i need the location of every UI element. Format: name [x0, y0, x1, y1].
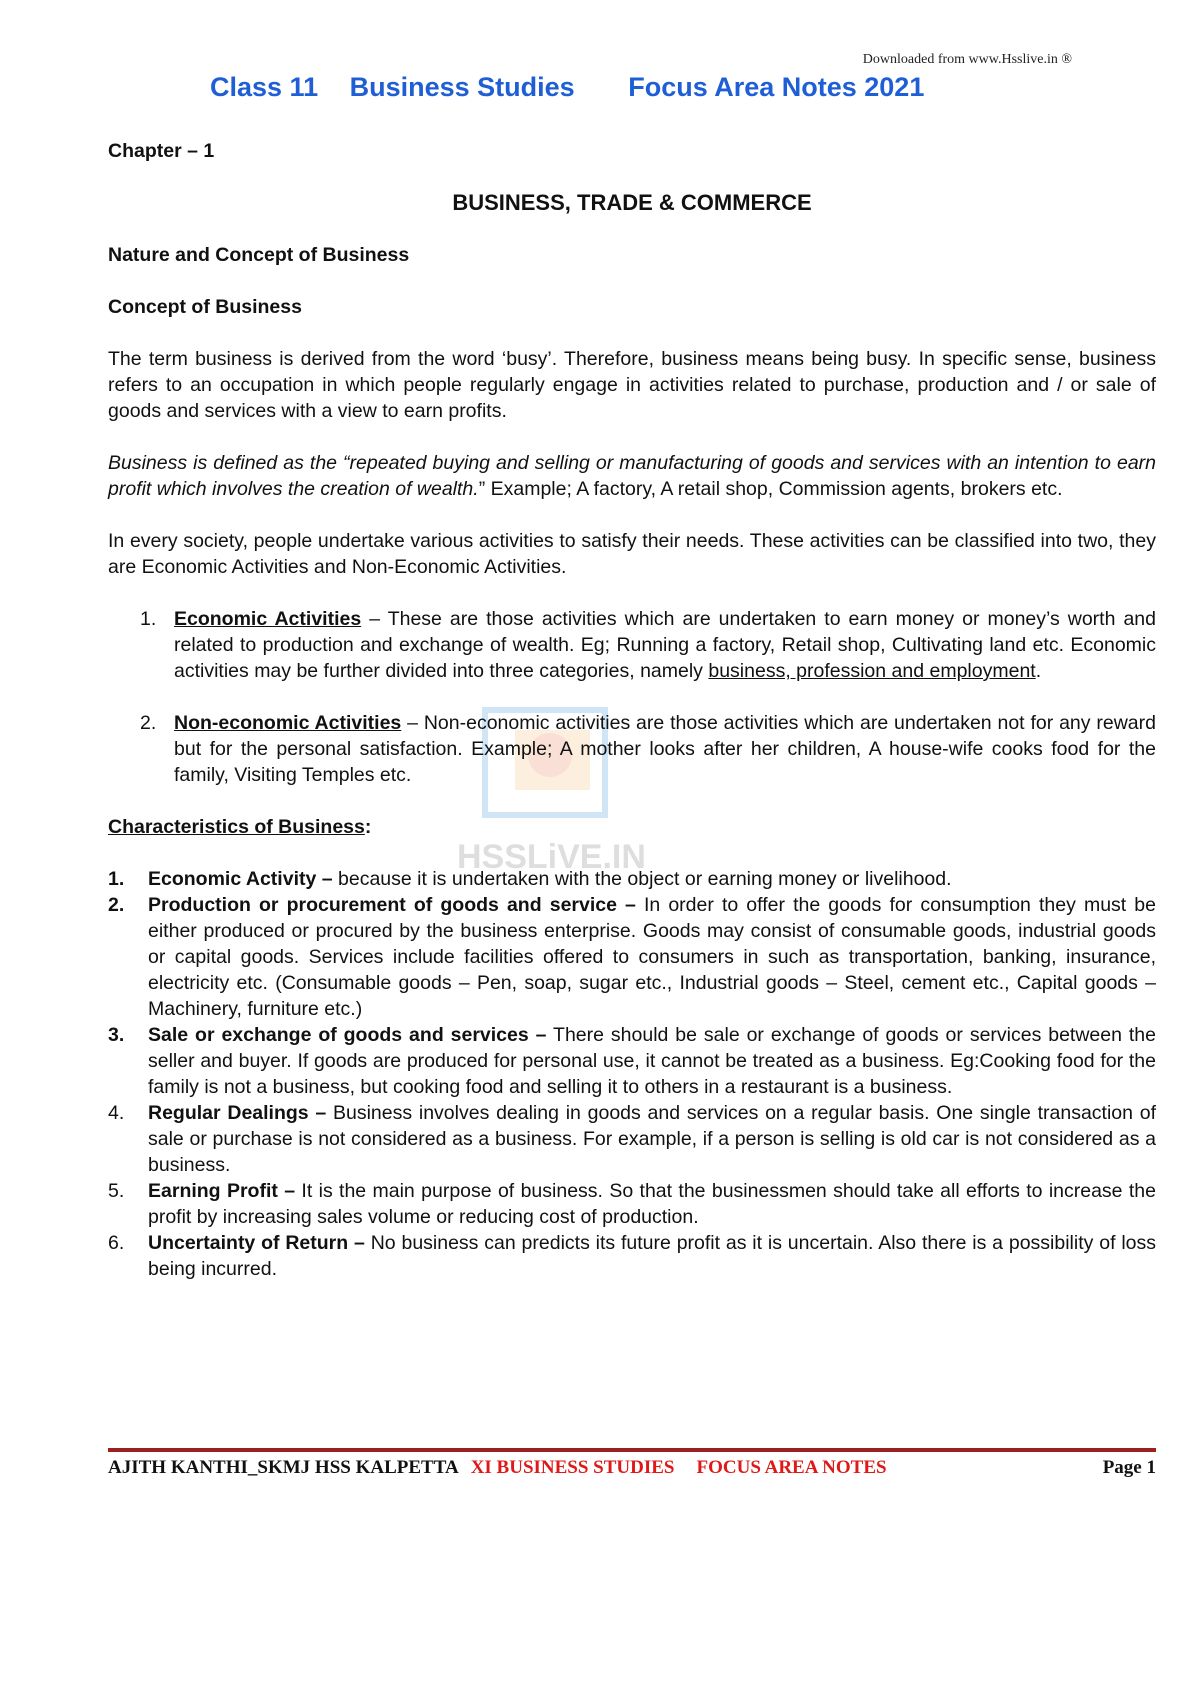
list-number-text: 3.: [108, 1024, 125, 1046]
characteristic-description: Business involves dealing in goods and services on a regular basis. One single transaction of sale or purchase is not considered as a business. For example, if a person is selling is old car is not considered as a business.: [148, 1102, 1156, 1176]
characteristic-description: In order to offer the goods for consumption they must be either produced or procured by the business enterprise. Goods may consist of consumable goods, industrial goods or capital goods. Services include facilities offered to consumers in such as transportation, banking, insurance, electricity etc. (Consumable goods – Pen, soap, sugar etc., Industrial goods – Steel, cement etc., Capital goods – Machinery, furniture etc.): [148, 894, 1156, 1020]
list-item: [108, 1178, 1156, 1230]
paragraph-activities-intro: In every society, people undertake various activities to satisfy their needs. These activities can be classified into two, they are Economic Activities and Non-Economic Activities.: [108, 530, 1156, 578]
header-class: Class 11: [210, 72, 319, 102]
list-number: [108, 892, 148, 1022]
list-number: 1.: [140, 608, 157, 630]
list-number-text: 1.: [108, 868, 125, 890]
footer-notes: FOCUS AREA NOTES: [696, 1457, 887, 1478]
list-item: [108, 606, 1156, 684]
list-item: [108, 892, 1156, 1022]
activities-list: [108, 606, 1156, 788]
activity-end: .: [1035, 660, 1042, 682]
watermark-text: HSSLiVE.IN: [457, 838, 646, 876]
characteristic-term: Uncertainty of Return –: [148, 1232, 365, 1254]
page-number: Page 1: [1102, 1457, 1156, 1478]
section-heading: Nature and Concept of Business: [108, 244, 410, 266]
list-number-text: 2.: [108, 894, 125, 916]
characteristics-heading-text: Characteristics of Business: [108, 816, 365, 838]
list-item: [108, 866, 1156, 892]
characteristic-description: because it is undertaken with the object or earning money or livelihood.: [332, 868, 952, 890]
characteristic-description: No business can predicts its future profit as it is uncertain. Also there is a possibility of loss being incurred.: [148, 1232, 1156, 1280]
characteristic-term: Production or procurement of goods and service –: [148, 894, 636, 916]
characteristics-heading-colon: :: [364, 816, 372, 838]
characteristics-list: [108, 866, 1156, 1282]
list-item: [108, 1230, 1156, 1282]
activity-description: – Non-economic activities are those activities which are undertaken not for any reward but for the personal satisfaction. Example; A mother looks after her children, A house-wife cooks food for the family, Visiting Temples etc.: [174, 712, 1156, 786]
list-number: [108, 1022, 148, 1100]
footer-divider: [108, 1448, 1156, 1452]
list-item: [108, 710, 1156, 788]
list-number: [108, 866, 148, 892]
list-text: [148, 1100, 1156, 1178]
page-footer: [108, 1457, 1156, 1479]
characteristic-description: There should be sale or exchange of goods or services between the seller and buyer. If goods are produced for personal use, it cannot be treated as a business. Eg:Cooking food for the family is not a business, but cooking food and selling it to others in a restaurant is a business.: [148, 1024, 1156, 1098]
list-text: [148, 1230, 1156, 1282]
paragraph-business-term: The term business is derived from the word ‘busy’. Therefore, business means being busy. In specific sense, business refers to an occupation in which people regularly engage in activities related to purchase, production and / or sale of goods and services with a view to earn profits.: [108, 348, 1156, 422]
activity-term: Economic Activities: [174, 608, 362, 630]
characteristic-term: Sale or exchange of goods and services –: [148, 1024, 547, 1046]
document-header: [210, 72, 924, 103]
characteristic-term: Earning Profit –: [148, 1180, 296, 1202]
list-text: [148, 866, 1156, 892]
list-text: [148, 1022, 1156, 1100]
list-number: 2.: [140, 712, 157, 734]
paragraph-business-definition: [108, 450, 1156, 502]
list-text: [174, 606, 1156, 684]
header-notes: Focus Area Notes 2021: [628, 72, 925, 102]
definition-example: ” Example; A factory, A retail shop, Commission agents, brokers etc.: [478, 478, 1063, 500]
definition-italic: Business is defined as the “repeated buying and selling or manufacturing of goods and services with an intention to earn profit which involves the creation of wealth.: [108, 452, 1156, 500]
activity-term: Non-economic Activities: [174, 712, 402, 734]
document-body: [108, 138, 1156, 1282]
subsection-heading: Concept of Business: [108, 296, 302, 318]
list-text: [148, 1178, 1156, 1230]
downloaded-from-note: Downloaded from www.Hsslive.in ®: [862, 52, 1072, 67]
chapter-title: BUSINESS, TRADE & COMMERCE: [452, 190, 812, 215]
characteristic-description: It is the main purpose of business. So that the businessmen should take all efforts to increase the profit by increasing sales volume or reducing cost of production.: [148, 1180, 1156, 1228]
list-text: [174, 710, 1156, 788]
activity-description: – These are those activities which are undertaken to earn money or money’s worth and related to production and exchange of wealth. Eg; Running a factory, Retail shop, Cultivating land etc. Economic activities may be further divided into three categories, namely: [174, 608, 1156, 682]
characteristic-term: Economic Activity –: [148, 868, 333, 890]
characteristic-term: Regular Dealings –: [148, 1102, 327, 1124]
list-item: [108, 1100, 1156, 1178]
list-text: [148, 892, 1156, 1022]
list-number: 4.: [108, 1102, 125, 1124]
list-number: 5.: [108, 1180, 125, 1202]
activity-categories: business, profession and employment: [708, 660, 1036, 682]
header-subject: Business Studies: [349, 72, 575, 102]
footer-course: XI BUSINESS STUDIES: [470, 1457, 675, 1478]
footer-author: AJITH KANTHI_SKMJ HSS KALPETTA: [108, 1457, 459, 1478]
list-item: [108, 1022, 1156, 1100]
characteristics-heading: [108, 814, 1156, 840]
chapter-label: Chapter – 1: [108, 140, 215, 162]
list-number: 6.: [108, 1232, 125, 1254]
